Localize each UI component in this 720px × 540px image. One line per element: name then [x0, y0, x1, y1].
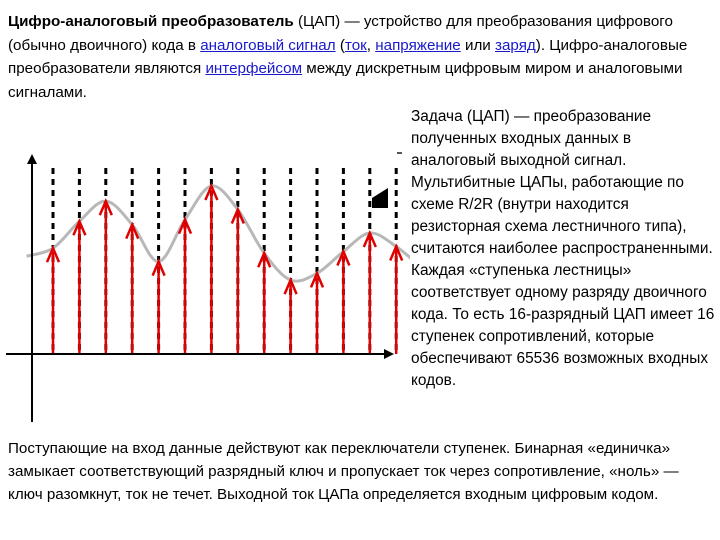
intro-text: , [366, 36, 376, 54]
link-current[interactable]: ток [344, 36, 367, 54]
intro-text: ( [335, 36, 345, 54]
abbr-dac: (ЦАП) [293, 13, 341, 30]
link-analog-signal[interactable]: аналоговый сигнал [200, 36, 336, 54]
sample-arrow [205, 186, 217, 354]
side-paragraph: Задача (ЦАП) — преобразование полученных входных данных в аналоговый выходной сигнал. Мультибитные ЦАПы, работающие по схеме R/2R (внутри находится резисторная схема лестничного типа), считаются наиболее распространенными. Каждая «ступенька лестницы» соответствует одному разряду двоичного кода. То есть 16-разрядный ЦАП имеет 16 ступенек сопротивлений, которые обеспечивают 65536 возможных входных кодов. [411, 108, 715, 389]
intro-paragraph [8, 10, 708, 104]
sample-arrow [364, 233, 376, 354]
small-mark [397, 152, 402, 154]
intro-text: или [460, 36, 496, 54]
sample-arrow [100, 201, 112, 354]
sample-arrow [47, 248, 59, 354]
sample-arrow [311, 273, 323, 354]
intro-text: между дискретным цифровым миром и аналоговыми сигналами. [8, 60, 683, 101]
step-marker [372, 198, 388, 208]
sample-grid-lines [53, 168, 396, 354]
sample-arrow [285, 280, 297, 354]
sample-arrow [153, 262, 165, 354]
sample-arrow [258, 253, 270, 354]
intro-text: — устройство для преобразования цифрового (обычно двоичного) кода в [8, 13, 673, 54]
sampling-diagram [0, 148, 410, 430]
sample-arrow [337, 252, 349, 354]
step-marker-corner [372, 188, 388, 198]
bottom-paragraph: Поступающие на вход данные действуют как переключатели ступенек. Бинарная «единичка» замыкает соответствующий разрядный ключ и пропускает ток через сопротивление, «ноль» — ключ разомкнут, ток не течет. Выходной ток ЦАПа определяется входным цифровым кодом. [8, 440, 679, 503]
sample-arrow [179, 220, 191, 354]
intro-text: ). Цифро-аналоговые преобразователи являются [8, 36, 688, 77]
sample-arrows [47, 186, 402, 354]
sample-arrow [126, 225, 138, 354]
link-interface[interactable]: интерфейсом [205, 60, 303, 77]
sample-arrow [232, 210, 244, 354]
sample-arrow [390, 246, 402, 354]
link-voltage[interactable]: напряжение [375, 36, 461, 54]
sample-arrow [73, 221, 85, 354]
link-charge[interactable]: заряд [495, 36, 536, 54]
term-dac: Цифро-аналоговый преобразователь [8, 13, 294, 30]
